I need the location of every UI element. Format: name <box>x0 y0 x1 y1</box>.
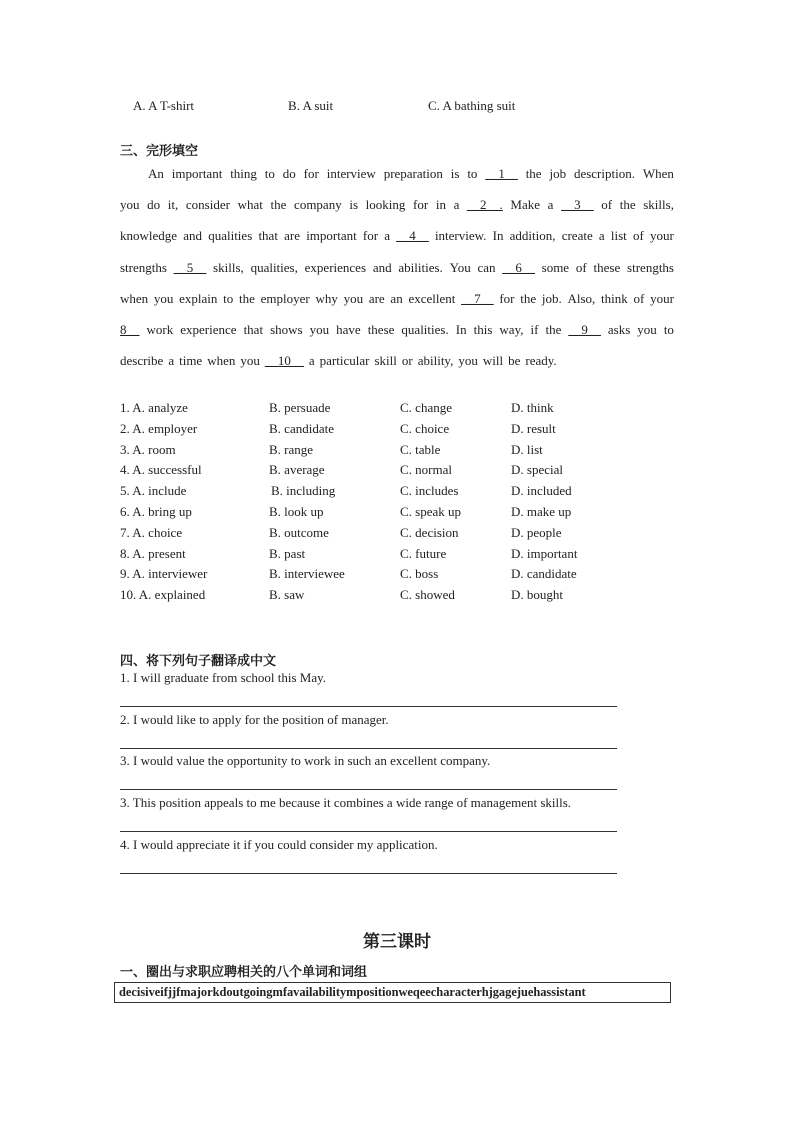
option-choice[interactable]: C. showed <box>400 587 455 603</box>
paragraph-word: important <box>171 166 223 181</box>
option-choice[interactable]: D. special <box>511 462 563 478</box>
option-choice[interactable]: C. includes <box>400 483 459 499</box>
paragraph-word: An <box>148 166 164 181</box>
paragraph-word: employer <box>260 291 310 306</box>
paragraph-word: and <box>183 228 203 243</box>
paragraph-word: or <box>401 353 413 368</box>
paragraph-word: job <box>549 166 567 181</box>
paragraph-line <box>120 228 674 244</box>
paragraph-word: you <box>458 353 478 368</box>
option-choice[interactable]: D. make up <box>511 504 572 519</box>
paragraph-word: In <box>492 228 504 243</box>
paragraph-word: experiences <box>304 260 367 275</box>
paragraph-word: company <box>294 197 342 212</box>
paragraph-word: you <box>637 322 657 337</box>
paragraph-word: thing <box>230 166 257 181</box>
option-choice[interactable]: C. choice <box>400 420 450 436</box>
paragraph-line <box>120 260 674 276</box>
cloze-blank[interactable]: __3__ <box>561 197 594 212</box>
paragraph-word: the <box>520 291 537 306</box>
translation-sentence: 3. I would value the opportunity to work in such an excellent company. <box>120 753 491 769</box>
option-choice[interactable]: D. people <box>511 524 562 540</box>
paragraph-word: time <box>179 353 203 368</box>
paragraph-word: is <box>450 166 460 181</box>
option-choice[interactable]: 3. A. room <box>120 441 176 457</box>
paragraph-word: experience <box>180 322 237 337</box>
paragraph-word: when <box>120 291 149 306</box>
section3-heading: 三、完形填空 <box>120 144 199 159</box>
paragraph-word: a <box>168 353 175 368</box>
paragraph-word: for <box>362 228 379 243</box>
option-row <box>120 546 640 564</box>
answer-line[interactable] <box>120 748 617 749</box>
section4-heading: 四、将下列句子翻译成中文 <box>120 654 277 669</box>
option-choice[interactable]: B. including <box>271 483 336 499</box>
option-choice[interactable]: C. normal <box>400 462 452 478</box>
option-row <box>120 462 640 480</box>
paragraph-word: looking <box>365 197 406 212</box>
paragraph-word: are <box>368 291 385 306</box>
paragraph-word: of <box>601 197 613 212</box>
option-choice[interactable]: 9. A. interviewer <box>120 566 208 582</box>
option-row <box>120 504 640 522</box>
paragraph-word: if <box>530 322 539 337</box>
paragraph-word: why <box>315 291 338 306</box>
paragraph-word: these <box>367 322 395 337</box>
option-choice[interactable]: C. change <box>400 400 452 415</box>
paragraph-word: this <box>473 322 493 337</box>
translation-sentence: 1. I will graduate from school this May. <box>120 670 327 685</box>
paragraph-word: to <box>467 166 478 181</box>
translation-sentence: 4. I would appreciate it if you could consider my application. <box>120 836 438 852</box>
paragraph-line <box>148 166 674 182</box>
option-choice[interactable]: C. boss <box>400 566 439 582</box>
option-choice[interactable]: D. list <box>511 441 543 457</box>
answer-line[interactable] <box>120 873 617 874</box>
option-choice[interactable]: C. speak up <box>400 504 462 519</box>
paragraph-word: strengths <box>627 260 674 275</box>
paragraph-word: a <box>308 353 315 368</box>
cloze-blank[interactable]: __7__ <box>461 291 494 306</box>
paragraph-line <box>120 291 674 307</box>
option-choice[interactable]: B. past <box>269 545 306 561</box>
option-choice[interactable]: 8. A. present <box>120 545 186 561</box>
paragraph-word: of <box>633 291 645 306</box>
paragraph-word: you <box>309 322 330 337</box>
paragraph-word: abilities. <box>398 260 443 275</box>
answer-line[interactable] <box>120 831 617 832</box>
option-choice[interactable]: D. candidate <box>511 566 577 582</box>
paragraph-word: asks <box>607 322 631 337</box>
paragraph-word: particular <box>319 353 370 368</box>
option-row <box>120 483 640 501</box>
option-choice[interactable]: D. bought <box>511 587 563 603</box>
paragraph-word: that <box>258 228 278 243</box>
cloze-blank[interactable]: __1__ <box>485 166 518 181</box>
paragraph-word: in <box>435 197 446 212</box>
option-row <box>120 587 640 605</box>
paragraph-word: list <box>610 228 627 243</box>
paragraph-word: work <box>146 322 174 337</box>
paragraph-word: be <box>508 353 521 368</box>
paragraph-word: create <box>561 228 593 243</box>
option-choice[interactable]: B. persuade <box>269 400 331 415</box>
option-choice[interactable]: 10. A. explained <box>120 587 206 603</box>
paragraph-word: your <box>650 291 674 306</box>
paragraph-word: explain <box>179 291 218 306</box>
paragraph-word: ready. <box>525 353 557 368</box>
option-choice[interactable]: B. range <box>269 441 314 457</box>
cloze-blank[interactable]: __10__ <box>264 353 304 368</box>
option-choice[interactable]: D. think <box>511 400 554 415</box>
paragraph-word: the <box>619 197 636 212</box>
option-choice[interactable]: 2. A. employer <box>120 420 198 436</box>
paragraph-word: you <box>120 197 140 212</box>
cloze-blank[interactable]: __2__. <box>467 197 503 212</box>
paragraph-word: qualities. <box>401 322 449 337</box>
paragraph-word: some <box>541 260 570 275</box>
paragraph-word: these <box>593 260 621 275</box>
cloze-blank[interactable]: 8__ <box>120 322 140 337</box>
paragraph-word: knowledge <box>120 228 178 243</box>
paragraph-word: have <box>336 322 361 337</box>
paragraph-word: In <box>455 322 467 337</box>
translation-sentence: 2. I would like to apply for the position of manager. <box>120 711 389 727</box>
paragraph-word: a <box>547 197 554 212</box>
paragraph-word: qualities, <box>250 260 298 275</box>
answer-line[interactable] <box>120 789 617 790</box>
paragraph-word: are <box>284 228 300 243</box>
paragraph-word: a <box>453 197 460 212</box>
option-choice[interactable]: 1. A. analyze <box>120 400 188 415</box>
cloze-blank[interactable]: __9__ <box>568 322 601 337</box>
paragraph-word: interview <box>326 166 376 181</box>
option-choice[interactable]: B. outcome <box>269 524 329 540</box>
option-choice[interactable]: C. future <box>400 545 447 561</box>
paragraph-word: for <box>499 291 515 306</box>
option-b: B. A suit <box>288 98 334 113</box>
paragraph-word: to <box>223 291 234 306</box>
paragraph-word: what <box>237 197 263 212</box>
paragraph-word: important <box>306 228 357 243</box>
paragraph-word: consider <box>185 197 230 212</box>
paragraph-word: to <box>663 322 674 337</box>
paragraph-word: when <box>207 353 236 368</box>
paragraph-word: skill <box>374 353 397 368</box>
option-choice[interactable]: B. saw <box>269 587 305 603</box>
cloze-blank[interactable]: __6__ <box>502 260 535 275</box>
option-choice[interactable]: B. candidate <box>269 420 334 436</box>
answer-line[interactable] <box>120 706 617 707</box>
paragraph-line <box>120 353 674 369</box>
paragraph-word: skills, <box>643 197 674 212</box>
option-choice[interactable]: 7. A. choice <box>120 524 183 540</box>
option-row <box>120 566 640 584</box>
paragraph-word: can <box>477 260 496 275</box>
paragraph-word: When <box>642 166 674 181</box>
paragraph-word: qualities <box>208 228 253 243</box>
paragraph-word: that <box>243 322 264 337</box>
paragraph-word: describe <box>120 353 164 368</box>
paragraph-word: strengths <box>120 260 167 275</box>
option-row <box>120 442 640 460</box>
paragraph-line <box>120 322 674 338</box>
option-choice[interactable]: B. look up <box>269 504 324 519</box>
option-row <box>120 525 640 543</box>
paragraph-word: the <box>525 166 542 181</box>
paragraph-word: do <box>282 166 296 181</box>
paragraph-word: to <box>264 166 275 181</box>
option-choice[interactable]: C. table <box>400 441 441 457</box>
paragraph-word: your <box>650 228 674 243</box>
option-a: A. A T-shirt <box>133 98 195 113</box>
paragraph-word: an <box>390 291 403 306</box>
paragraph-word: a <box>384 228 391 243</box>
option-choice[interactable]: D. result <box>511 420 556 436</box>
paragraph-word: ability, <box>417 353 454 368</box>
paragraph-word: for <box>413 197 429 212</box>
paragraph-word: a <box>598 228 605 243</box>
option-choice[interactable]: D. included <box>511 483 572 499</box>
paragraph-word: shows <box>270 322 303 337</box>
paragraph-word: description. <box>573 166 635 181</box>
paragraph-word: interview. <box>434 228 487 243</box>
translation-sentence: 3. This position appeals to me because it combines a wide range of management skills. <box>120 795 572 811</box>
paragraph-word: and <box>372 260 392 275</box>
paragraph-word: addition, <box>509 228 556 243</box>
paragraph-word: is <box>349 197 359 212</box>
paragraph-word: skills, <box>213 260 244 275</box>
paragraph-word: Also, <box>567 291 596 306</box>
cloze-blank[interactable]: __4__ <box>396 228 429 243</box>
paragraph-word: job. <box>541 291 562 306</box>
paragraph-word: think <box>601 291 628 306</box>
option-choice[interactable]: B. average <box>269 462 325 478</box>
paragraph-word: you <box>240 353 260 368</box>
paragraph-word: the <box>545 322 562 337</box>
option-choice[interactable]: B. interviewee <box>269 566 345 582</box>
paragraph-word: way, <box>499 322 524 337</box>
paragraph-word: preparation <box>383 166 443 181</box>
option-choice[interactable]: 6. A. bring up <box>120 504 192 519</box>
word-search-box[interactable]: decisiveifjjfmajorkdoutgoingmfavailabilitympositionweqeecharacterhjgagejuehassistant <box>114 982 671 1003</box>
paragraph-word: of <box>632 228 644 243</box>
option-choice[interactable]: 4. A. successful <box>120 462 202 478</box>
paragraph-word: for <box>303 166 319 181</box>
lesson3-section1-heading: 一、圈出与求职应聘相关的八个单词和词组 <box>120 965 368 980</box>
paragraph-word: Make <box>510 197 541 212</box>
paragraph-word: you <box>343 291 364 306</box>
cloze-blank[interactable]: __5__ <box>173 260 207 275</box>
option-row <box>120 400 640 418</box>
paragraph-word: do <box>147 197 161 212</box>
paragraph-word: excellent <box>408 291 456 306</box>
paragraph-line <box>120 197 674 213</box>
paragraph-word: the <box>270 197 287 212</box>
paragraph-word: will <box>482 353 504 368</box>
option-c: C. A bathing suit <box>428 98 516 113</box>
paragraph-word: the <box>239 291 255 306</box>
paragraph-word: of <box>575 260 587 275</box>
paragraph-word: it, <box>167 197 179 212</box>
option-choice[interactable]: 5. A. include <box>120 483 187 499</box>
paragraph-word: You <box>449 260 471 275</box>
option-choice[interactable]: C. decision <box>400 524 459 540</box>
option-row <box>120 421 640 439</box>
lesson-title: 第三课时 <box>363 932 431 952</box>
option-choice[interactable]: D. important <box>511 545 578 561</box>
paragraph-word: you <box>153 291 174 306</box>
